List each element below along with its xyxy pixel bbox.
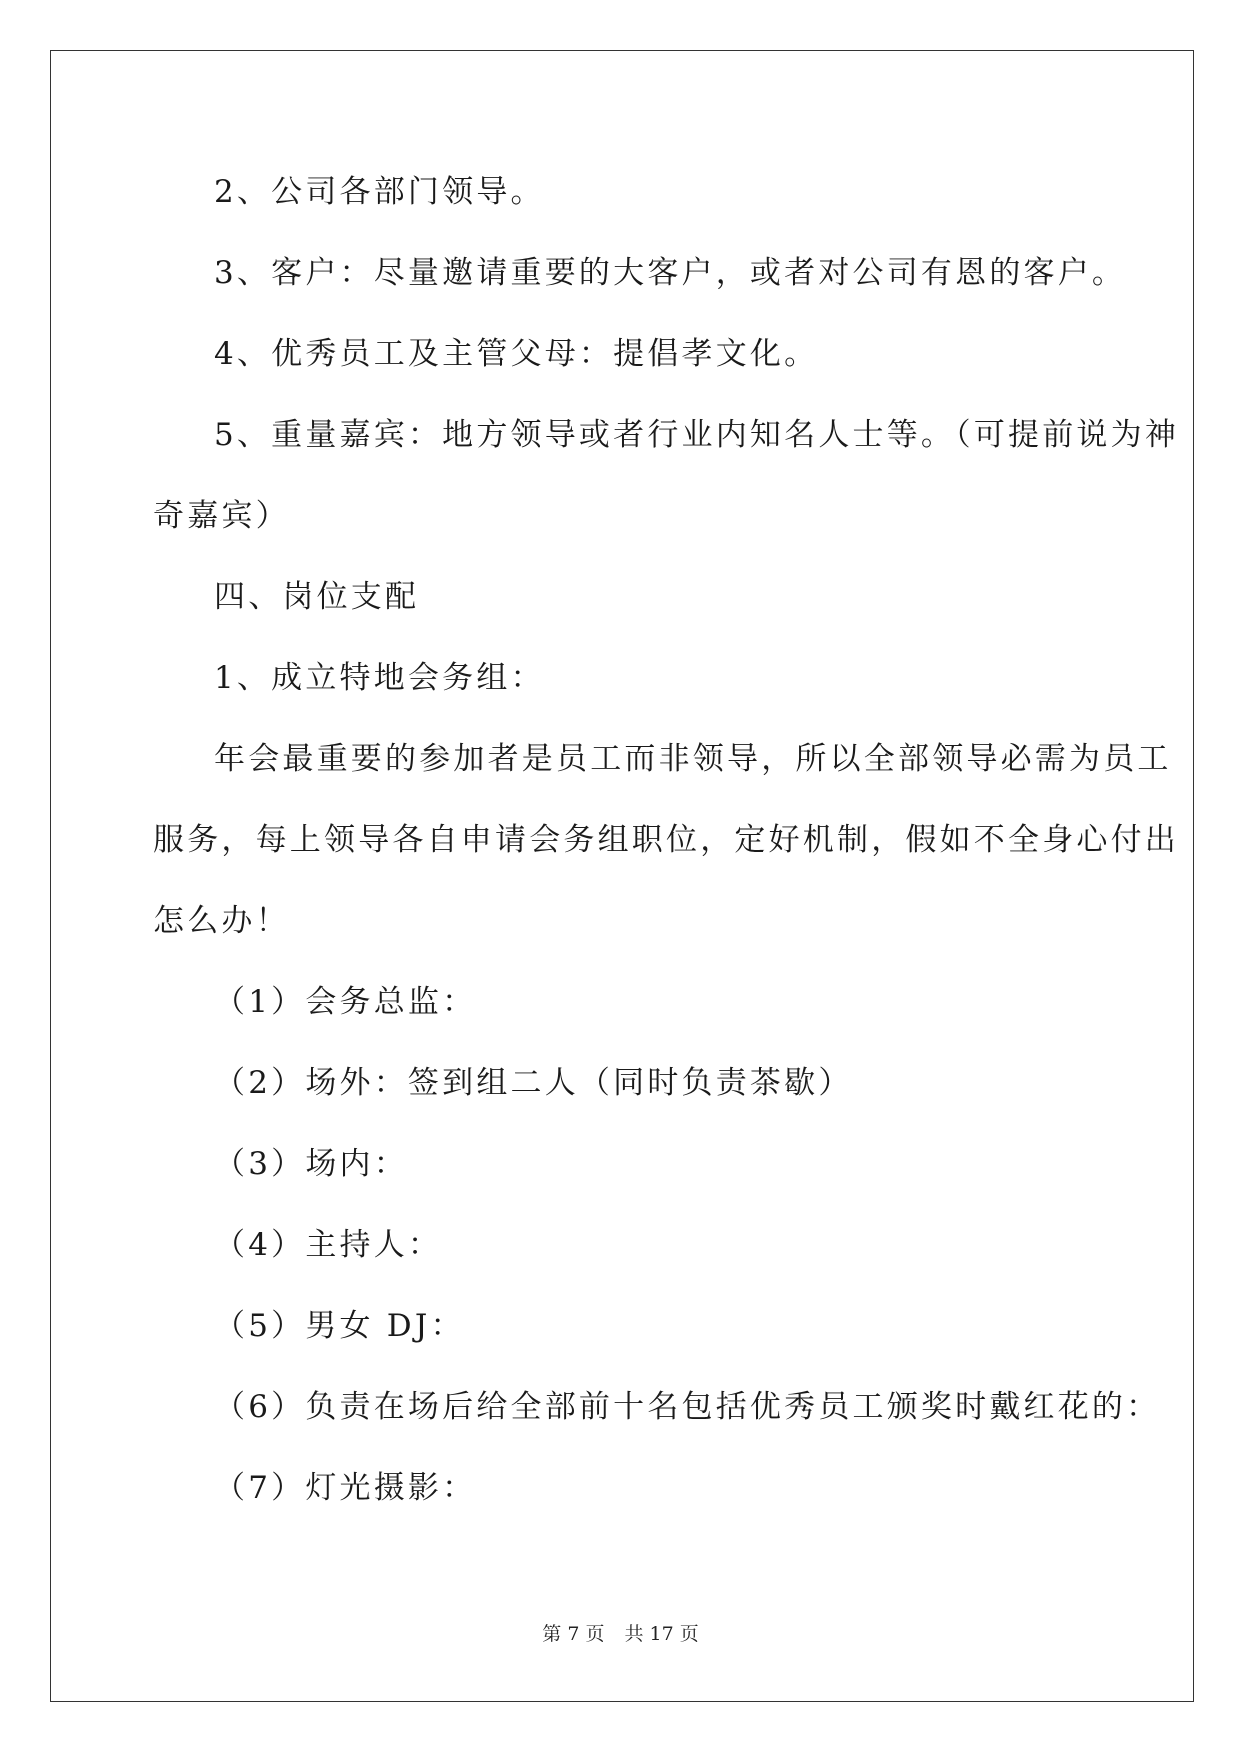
list-item: （3）场内： — [214, 1146, 408, 1182]
paragraph-line: 3、客户：尽量邀请重要的大客户，或者对公司有恩的客户。 — [214, 255, 1127, 291]
paragraph-line: 1、成立特地会务组： — [214, 660, 545, 696]
page-border — [50, 50, 1194, 1702]
paragraph-line: 2、公司各部门领导。 — [214, 174, 545, 210]
list-item: （4）主持人： — [214, 1227, 443, 1263]
page-total: 共 17 页 — [624, 1623, 699, 1645]
list-item: （7）灯光摄影： — [214, 1470, 477, 1506]
page-number: 第 7 页 — [542, 1623, 605, 1645]
list-item: （1）会务总监： — [214, 984, 477, 1020]
list-item: （6）负责在场后给全部前十名包括优秀员工颁奖时戴红花的： — [214, 1389, 1161, 1425]
paragraph-line: 怎么办！ — [153, 903, 290, 939]
paragraph-line: 奇嘉宾） — [153, 498, 290, 534]
paragraph-line: 4、优秀员工及主管父母：提倡孝文化。 — [214, 336, 819, 372]
list-item: （2）场外：签到组二人（同时负责茶歇） — [214, 1065, 853, 1101]
section-heading: 四、岗位支配 — [214, 579, 420, 615]
paragraph-line: 5、重量嘉宾：地方领导或者行业内知名人士等。（可提前说为神 — [214, 417, 1180, 453]
paragraph-line: 年会最重要的参加者是员工而非领导，所以全部领导必需为员工 — [214, 741, 1172, 777]
list-item: （5）男女 DJ： — [214, 1308, 465, 1344]
paragraph-line: 服务，每上领导各自申请会务组职位，定好机制，假如不全身心付出 — [153, 822, 1179, 858]
page-footer — [0, 1622, 1241, 1646]
